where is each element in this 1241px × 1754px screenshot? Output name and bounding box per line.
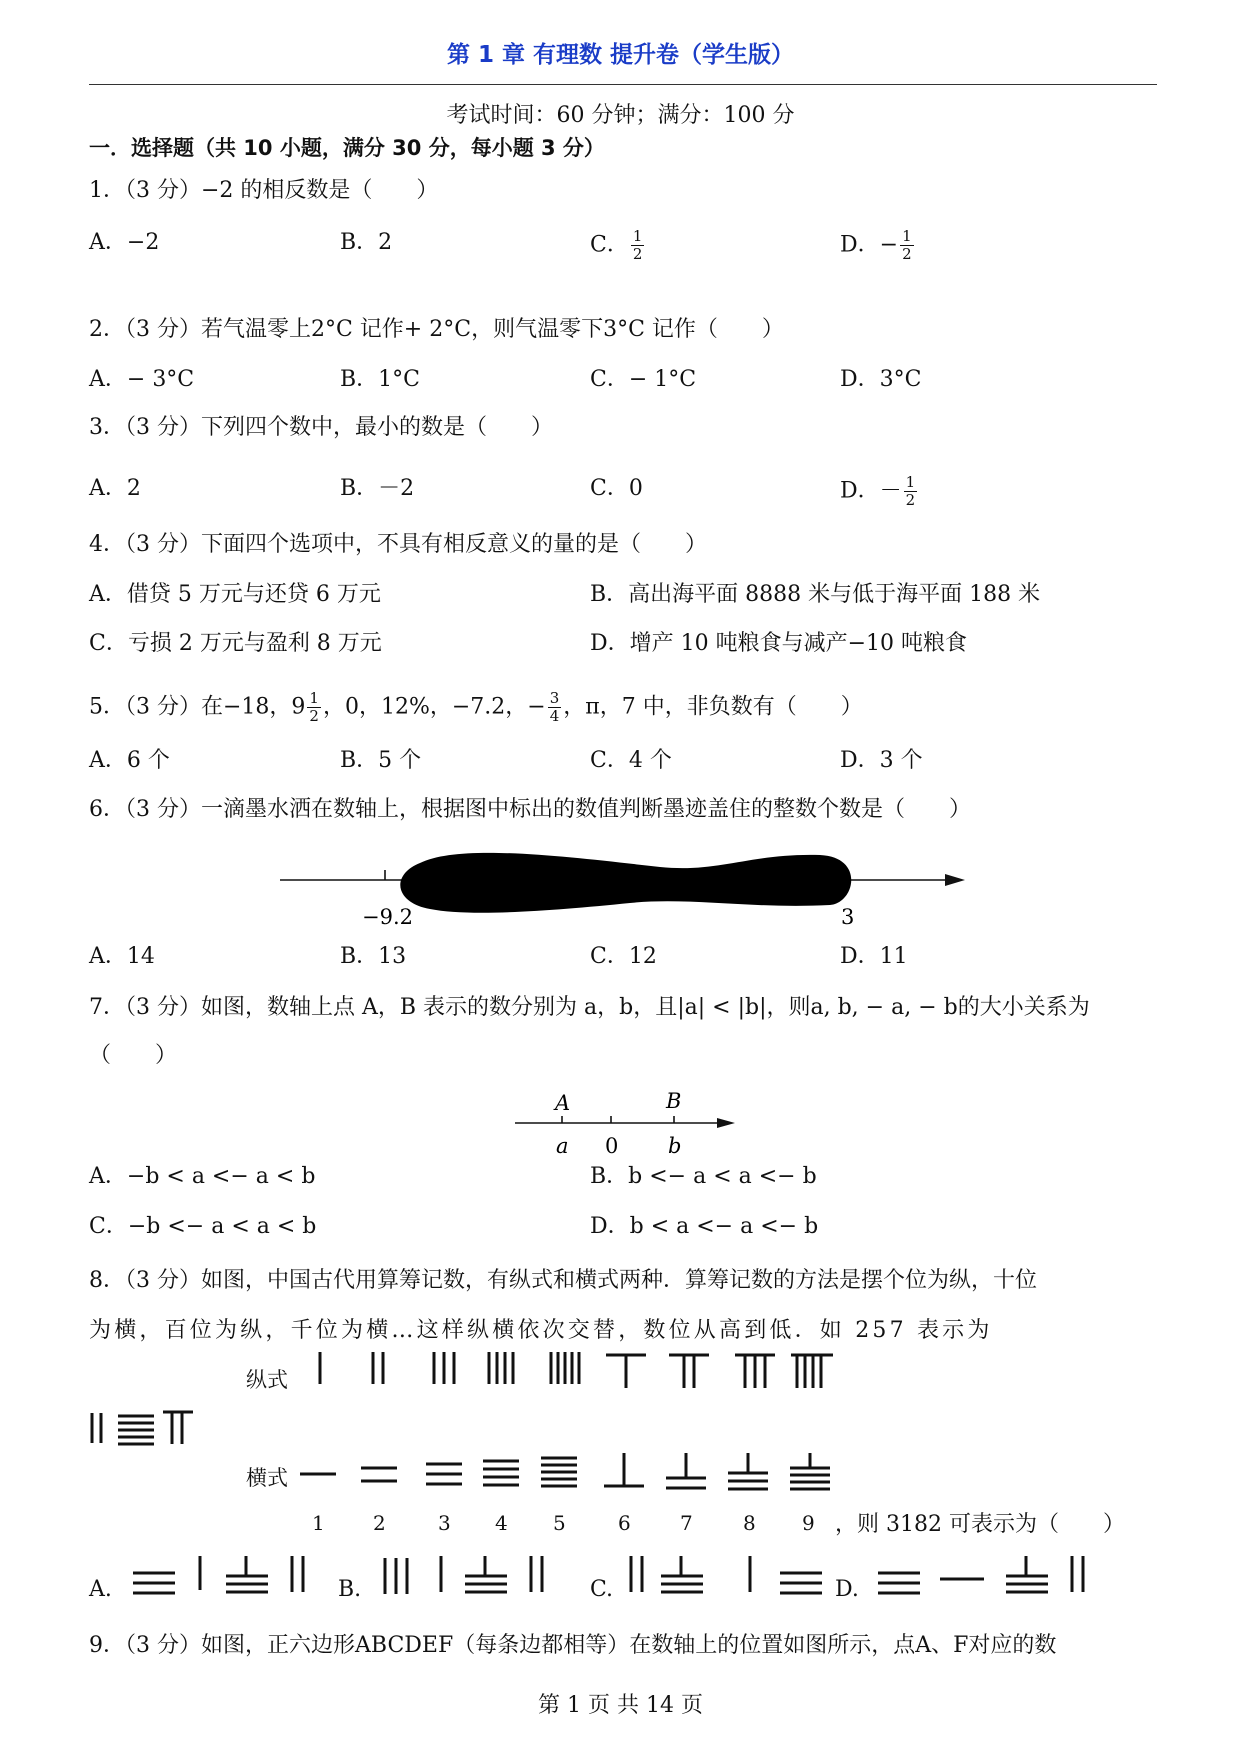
question-4-stem: 4．（3 分）下面四个选项中，不具有相反意义的量的是（ ） [89, 532, 707, 557]
point-B-label: B [666, 1089, 682, 1113]
vertical-style-label: 纵式 [246, 1368, 288, 1392]
example-257-rods [92, 1412, 193, 1444]
value-0-label: 0 [605, 1134, 619, 1158]
document-title: 第 1 章 有理数 提升卷（学生版） [446, 42, 795, 68]
q8-option-a-label: A. [89, 1577, 112, 1602]
digit-label-9: 9 [802, 1511, 815, 1535]
question-8-stem-2: 为横，百位为纵，千位为横…这样纵横依次交替，数位从高到低．如 257 表示为 [89, 1318, 993, 1343]
vertical-rod-6 [606, 1355, 646, 1388]
q8-option-b-label: B. [338, 1577, 362, 1602]
question-7-stem: 7．（3 分）如图，数轴上点 A，B 表示的数分别为 a，b，且|a| < |b|，则a, b, − a, − b的大小关系为 [89, 995, 1090, 1020]
q5-option-d: D．3 个 [840, 748, 923, 773]
q3-option-a: A．2 [89, 476, 141, 501]
q3-option-d-label: D．－ [840, 478, 902, 504]
q5-option-a: A．6 个 [89, 748, 170, 773]
fraction-numerator: 1 [632, 227, 643, 245]
vertical-rod-8 [735, 1355, 775, 1388]
vertical-rod-7 [669, 1355, 709, 1388]
q4-option-b: B．高出海平面 8888 米与低于海平面 188 米 [590, 582, 1041, 607]
digit-label-8: 8 [743, 1511, 756, 1535]
value-a-label: a [556, 1134, 569, 1158]
option-d-rods [878, 1556, 1083, 1593]
fraction-numerator: 1 [902, 227, 912, 245]
digit-label-5: 5 [553, 1511, 566, 1535]
question-1-stem: 1．（3 分）−2 的相反数是（ ） [89, 178, 439, 203]
q4-option-c: C．亏损 2 万元与盈利 8 万元 [89, 631, 382, 656]
question-7-stem-cont: （ ） [89, 1043, 178, 1068]
digit-label-6: 6 [618, 1511, 631, 1535]
digit-label-4: 4 [495, 1511, 508, 1535]
question-9-stem: 9．（3 分）如图，正六边形ABCDEF（每条边都相等）在数轴上的位置如图所示，点A、F对应的数 [89, 1633, 1057, 1658]
point-A-label: A [555, 1091, 571, 1115]
exam-info: 考试时间：60 分钟；满分：100 分 [446, 103, 795, 128]
q6-option-c: C．12 [590, 944, 657, 969]
horizontal-rod-9 [790, 1453, 830, 1489]
q7-option-c: C．−b <− a < a < b [89, 1214, 317, 1239]
value-b-label: b [668, 1134, 682, 1158]
horizontal-rod-8 [728, 1453, 768, 1489]
q8-option-d-label: D. [835, 1577, 859, 1602]
q7-option-a: A．−b < a <− a < b [89, 1164, 316, 1189]
fraction-denominator: 2 [309, 707, 319, 725]
q1-option-b: B．2 [340, 230, 393, 255]
vertical-rod-3 [434, 1352, 454, 1384]
q4-option-a: A．借贷 5 万元与还贷 6 万元 [89, 582, 381, 607]
q5-option-c: C．4 个 [590, 748, 672, 773]
q5-stem-part1: 5．（3 分）在−18，9 [89, 694, 306, 720]
horizontal-rod-2 [361, 1468, 397, 1481]
vertical-rod-2 [373, 1352, 383, 1384]
q2-option-b: B．1°C [340, 367, 420, 392]
label-right: 3 [841, 905, 855, 929]
q6-option-a: A．14 [89, 944, 155, 969]
q8-option-c-label: C. [590, 1577, 614, 1602]
horizontal-rod-6 [604, 1453, 644, 1486]
option-a-rods [133, 1556, 303, 1593]
q3-option-c: C．0 [590, 476, 643, 501]
question-2-stem: 2．（3 分）若气温零上2°C 记作+ 2°C，则气温零下3°C 记作（ ） [89, 317, 784, 342]
q4-option-d: D．增产 10 吨粮食与减产−10 吨粮食 [590, 631, 968, 656]
fraction-denominator: 2 [632, 245, 643, 263]
question-8-stem-1: 8．（3 分）如图，中国古代用算筹记数，有纵式和横式两种．算筹记数的方法是摆个位为纵，十位 [89, 1268, 1037, 1293]
horizontal-style-label: 横式 [246, 1466, 288, 1490]
question-3-stem: 3．（3 分）下列四个数中，最小的数是（ ） [89, 415, 553, 440]
option-c-rods [631, 1556, 822, 1593]
fraction-numerator: 1 [309, 689, 319, 707]
digit-label-2: 2 [373, 1511, 386, 1535]
option-b-rods [385, 1556, 542, 1594]
q6-option-b: B．13 [340, 944, 407, 969]
q1-option-c-label: C． [590, 232, 629, 258]
digit-label-3: 3 [438, 1511, 451, 1535]
horizontal-rod-5 [541, 1458, 577, 1486]
fraction-numerator: 1 [905, 473, 916, 491]
horizontal-rod-4 [483, 1461, 519, 1485]
q2-option-c: C．− 1°C [590, 367, 697, 392]
q6-option-d: D．11 [840, 944, 908, 969]
fraction-denominator: 4 [549, 707, 560, 725]
q5-stem-part2: ，0，12%，−7.2，− [322, 694, 546, 720]
vertical-rod-9 [791, 1355, 833, 1388]
q7-option-d: D．b < a <− a <− b [590, 1214, 819, 1239]
q7-option-b: B．b <− a < a <− b [590, 1164, 817, 1189]
page-footer: 第 1 页 共 14 页 [538, 1693, 703, 1718]
q3-option-b: B．－2 [340, 476, 415, 501]
horizontal-rod-7 [666, 1453, 706, 1488]
fraction-denominator: 2 [902, 245, 912, 263]
digit-label-1: 1 [312, 1511, 325, 1535]
q8-ask: ，则 3182 可表示为（ ） [835, 1512, 1125, 1537]
q1-option-d-label: D．− [840, 232, 899, 258]
q2-option-a: A．− 3°C [89, 367, 195, 392]
section-heading: 一．选择题（共 10 小题，满分 30 分，每小题 3 分） [89, 136, 605, 160]
vertical-rod-4 [489, 1352, 513, 1384]
q5-stem-part3: ，π，7 中，非负数有（ ） [563, 694, 863, 720]
fraction-denominator: 2 [905, 491, 916, 509]
label-left: −9.2 [362, 905, 413, 929]
vertical-rod-5 [551, 1352, 579, 1384]
digit-label-7: 7 [680, 1511, 693, 1535]
fraction-numerator: 3 [549, 689, 560, 707]
q2-option-d: D．3°C [840, 367, 922, 392]
horizontal-rod-3 [426, 1464, 462, 1484]
question-6-stem: 6．（3 分）一滴墨水洒在数轴上，根据图中标出的数值判断墨迹盖住的整数个数是（ ） [89, 797, 971, 822]
q5-option-b: B．5 个 [340, 748, 422, 773]
q1-option-a: A．−2 [89, 230, 160, 255]
